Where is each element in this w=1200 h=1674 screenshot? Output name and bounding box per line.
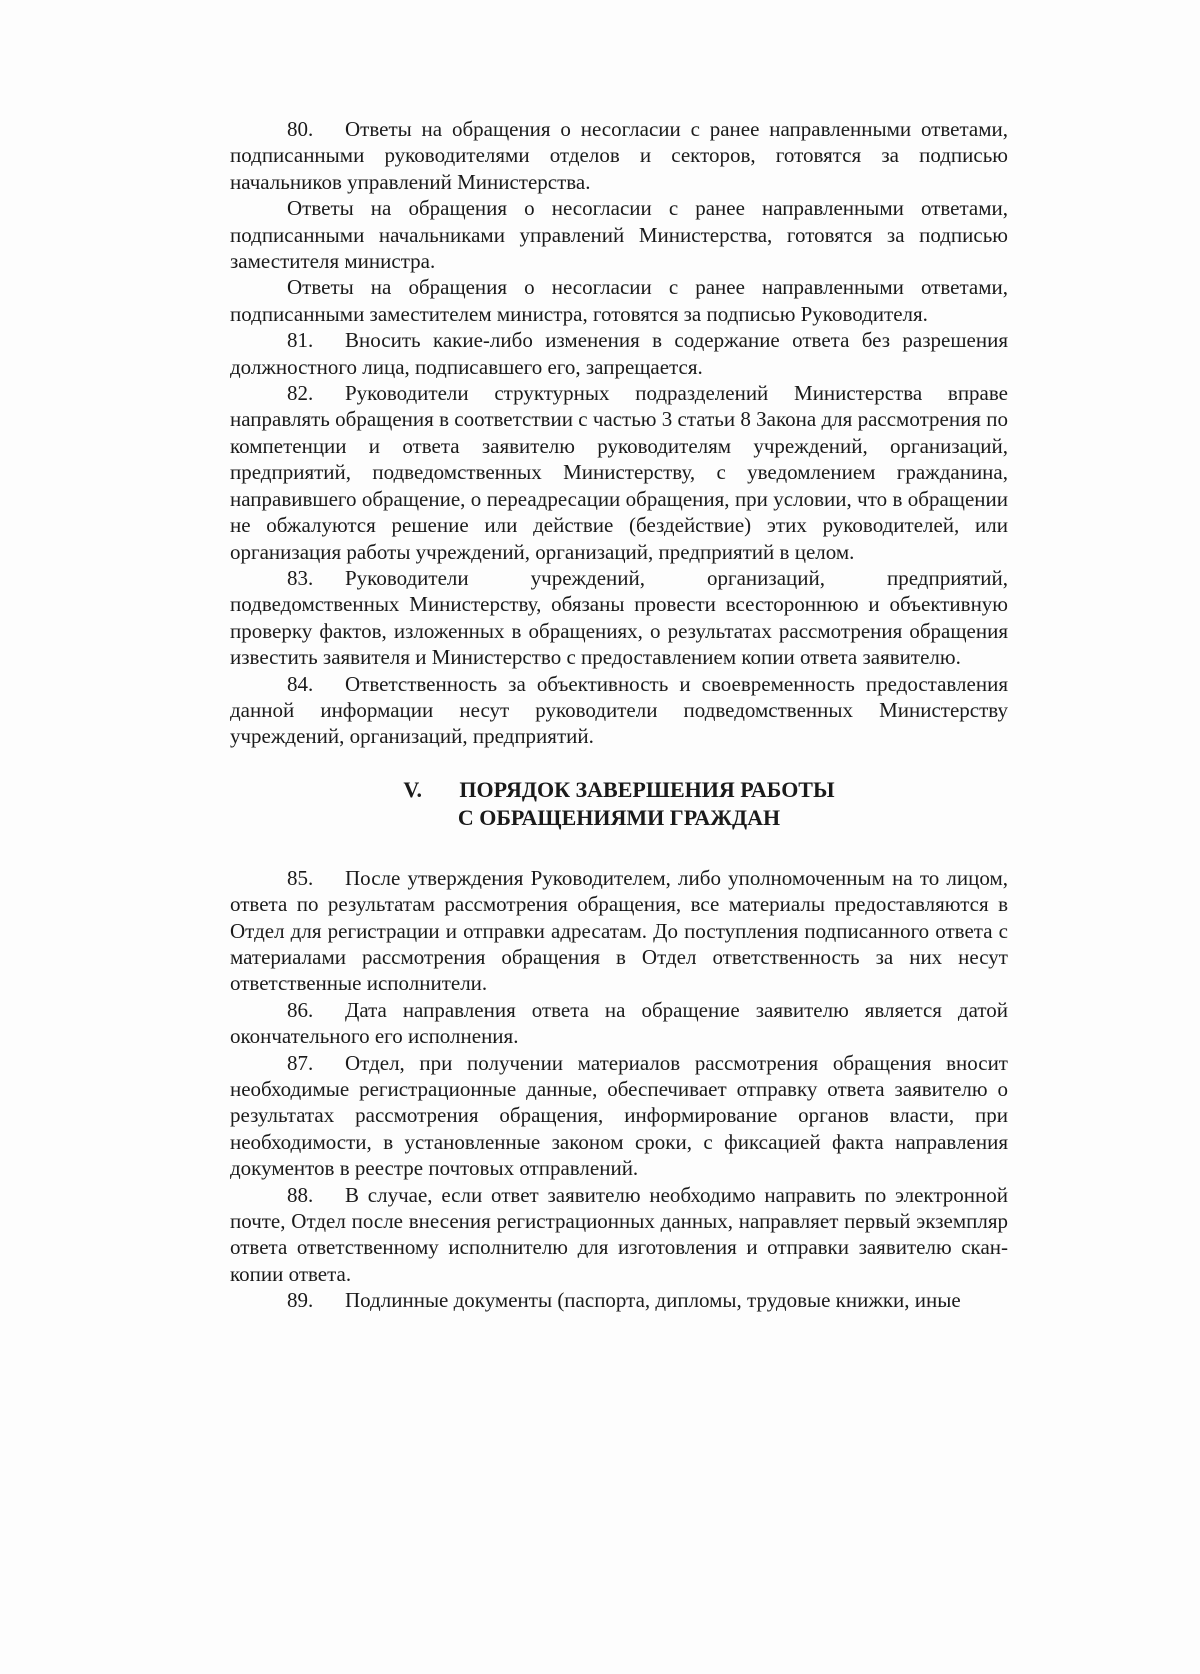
paragraph [230,274,1008,327]
paragraph-number: 81. [287,328,314,353]
paragraph-text: Дата направления ответа на обращение заявителю является датой окончательного его исполнения. [230,997,1008,1049]
paragraph [230,116,1008,195]
paragraph-text: Подлинные документы (паспорта, дипломы, трудовые книжки, иные [345,1288,961,1313]
paragraph-text: Вносить какие-либо изменения в содержание ответа без разрешения должностного лица, подписавшего его, запрещается. [230,328,1008,379]
paragraph-number: 80. [287,117,314,141]
paragraph-number: 86. [287,997,314,1022]
paragraph-text: Ответы на обращения о несогласии с ранее направленными ответами, подписанными начальниками управлений Министерства, готовятся за подписью заместителя министра. [230,196,1008,274]
paragraph [230,997,1008,1050]
paragraph-number: 82. [287,381,314,406]
paragraph-text: После утверждения Руководителем, либо уполномоченным на то лицом, ответа по результатам рассмотрения обращения, все материалы предоставляются в Отдел для регистрации и отправки адресатам. До поступления подписанного ответа с материалами рассмотрения обращения в Отдел ответственность за них несут ответственные исполнители. [230,865,1008,996]
paragraph-number: 85. [287,865,314,890]
section-number: V. [403,776,422,802]
paragraph-number: 84. [287,671,314,696]
paragraph-text: Ответы на обращения о несогласии с ранее направленными ответами, подписанными заместителем министра, готовятся за подписью Руководителя. [230,275,1008,326]
paragraph-text: Отдел, при получении материалов рассмотрения обращения вносит необходимые регистрационные данные, обеспечивает отправку ответа заявителю о результатах рассмотрения обращения, информирование органов власти, при необходимости, в установленные законом сроки, с фиксацией факта направления документов в реестре почтовых отправлений. [230,1050,1008,1181]
paragraphs-after-section [230,865,1008,1314]
paragraph [230,565,1008,671]
paragraph [230,380,1008,565]
section-title-line-2: С ОБРАЩЕНИЯМИ ГРАЖДАН [457,804,781,830]
paragraph-text: В случае, если ответ заявителю необходимо направить по электронной почте, Отдел после внесения регистрационных данных, направляет первый экземпляр ответа ответственному исполнителю для изготовления и отправки заявителю скан-копии ответа. [230,1182,1008,1286]
paragraph [230,1050,1008,1182]
paragraph [230,671,1008,750]
section-title-line-1: ПОРЯДОК ЗАВЕРШЕНИЯ РАБОТЫ [459,776,835,802]
paragraph [230,1287,1008,1313]
paragraph-number: 88. [287,1182,314,1207]
paragraph-text: Руководители учреждений, организаций, предприятий, подведомственных Министерству, обязаны провести всестороннюю и объективную проверку фактов, изложенных в обращениях, о результатах рассмотрения обращения известить заявителя и Министерство с предоставлением копии ответа заявителю. [230,565,1008,670]
document-body [230,116,1008,1314]
paragraphs-before-section [230,116,1008,750]
paragraph [230,327,1008,380]
paragraph-number: 87. [287,1050,314,1075]
paragraph-number: 83. [287,565,314,590]
paragraph [230,865,1008,997]
paragraph-text: Руководители структурных подразделений Министерства вправе направлять обращения в соответствии с частью 3 статьи 8 Закона для рассмотрения по компетенции и ответа заявителю руководителям учреждений, организаций, предприятий, подведомственных Министерству, с уведомлением гражданина, направившего обращение, о переадресации обращения, при условии, что в обращении не обжалуются решение или действие (бездействие) этих руководителей, или организация работы учреждений, организаций, предприятий в целом. [230,381,1008,564]
paragraph-number: 89. [287,1288,314,1313]
paragraph-text: Ответственность за объективность и своевременность предоставления данной информации несут руководители подведомственных Министерству учреждений, организаций, предприятий. [230,671,1008,749]
paragraph-text: Ответы на обращения о несогласии с ранее направленными ответами, подписанными руководителями отделов и секторов, готовятся за подписью начальников управлений Министерства. [230,117,1008,194]
section-heading-line-1 [230,776,1008,804]
paragraph [230,195,1008,274]
paragraph [230,1182,1008,1288]
section-heading [230,776,1008,832]
